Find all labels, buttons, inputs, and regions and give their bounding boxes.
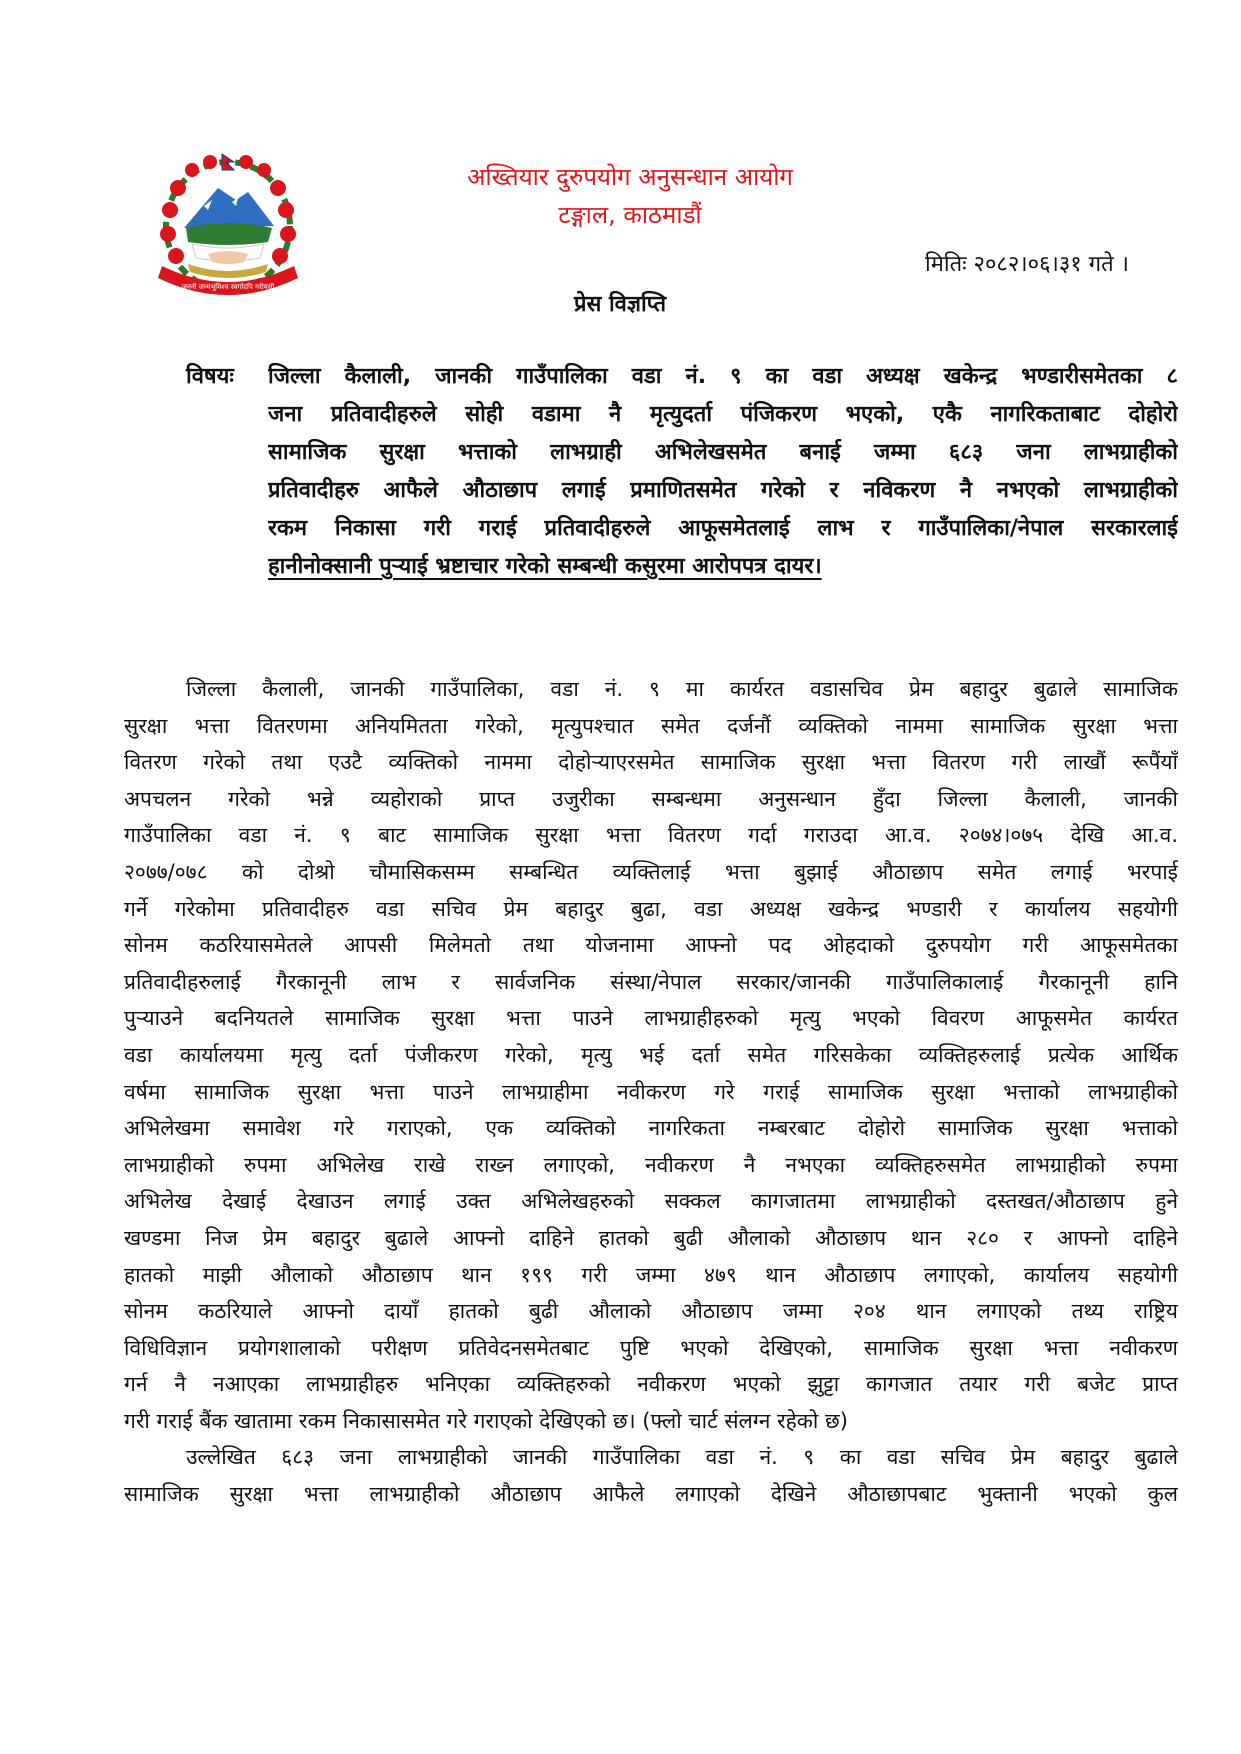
body-line: प्रतिवादीहरुलाई गैरकानूनी लाभ र सार्वजनिक संस्था/नेपाल सरकार/जानकी गाउँपालिकालाई गैरकानूनी हानि bbox=[124, 969, 1178, 994]
subject-line: प्रतिवादीहरु आफैले औठाछाप लगाई प्रमाणितसमेत गरेको र नविकरण नै नभएको लाभग्राहीको bbox=[268, 478, 1178, 503]
body-line: वितरण गरेको तथा एउटै व्यक्तिको नाममा दोहोऱ्याएरसमेत सामाजिक सुरक्षा भत्ता वितरण गरी लाखौं रूपैंयाँ bbox=[124, 750, 1178, 775]
body-line: खण्डमा निज प्रेम बहादुर बुढाले आफ्नो दाहिने हातको बुढी औलाको औठाछाप थान २८० र आफ्नो दाहिने bbox=[124, 1225, 1178, 1250]
body-text bbox=[124, 672, 1178, 1514]
body-line: सोनम कठरियाले आफ्नो दायाँ हातको बुढी औलाको औठाछाप जम्मा २०४ थान लगाएको तथ्य राष्ट्रिय bbox=[124, 1299, 1178, 1324]
body-line: वर्षमा सामाजिक सुरक्षा भत्ता पाउने लाभग्राहीमा नवीकरण गरे गराई सामाजिक सुरक्षा भत्ताको लाभग्राहीको bbox=[124, 1079, 1178, 1104]
subject-line: रकम निकासा गरी गराई प्रतिवादीहरुले आफूसमेतलाई लाभ र गाउँपालिका/नेपाल सरकारलाई bbox=[268, 516, 1178, 541]
body-line: २०७७/०७८ को दोश्रो चौमासिकसम्म सम्बन्धित व्यक्तिलाई भत्ता बुझाई औठाछाप समेत लगाई भरपाई bbox=[124, 859, 1178, 884]
body-line: उल्लेखित ६८३ जना लाभग्राहीको जानकी गाउँपालिका वडा नं. ९ का वडा सचिव प्रेम बहादुर बुढाले bbox=[186, 1445, 1178, 1470]
body-line: अपचलन गरेको भन्ने व्यहोराको प्राप्त उजुरीका सम्बन्धमा अनुसन्धान हुँदा जिल्ला कैलाली, जानकी bbox=[124, 786, 1178, 811]
body-line: गरी गराई बैंक खातामा रकम निकासासमेत गरे गराएको देखिएको छ। (फ्लो चार्ट संलग्न रहेको छ) bbox=[124, 1408, 848, 1433]
body-line: वडा कार्यालयमा मृत्यु दर्ता पंजीकरण गरेको, मृत्यु भई दर्ता समेत गरिसकेका व्यक्तिहरुलाई प्रत्येक आर्थिक bbox=[124, 1042, 1178, 1067]
subject-line-underlined: हानीनोक्सानी पुऱ्याई भ्रष्टाचार गरेको सम्बन्धी कसुरमा आरोपपत्र दायर। bbox=[268, 554, 822, 579]
body-line: गर्ने गरेकोमा प्रतिवादीहरु वडा सचिव प्रेम बहादुर बुढा, वडा अध्यक्ष खकेन्द्र भण्डारी र कार्यालय सहयोगी bbox=[124, 896, 1178, 921]
paragraph-1 bbox=[124, 672, 1178, 1440]
subject-block bbox=[268, 360, 1178, 588]
subject-line: जना प्रतिवादीहरुले सोही वडामा नै मृत्युदर्ता पंजिकरण भएको, एकै नागरिकताबाट दोहोरो bbox=[268, 402, 1178, 427]
body-line: पुऱ्याउने बदनियतले सामाजिक सुरक्षा भत्ता पाउने लाभग्राहीहरुको मृत्यु भएको विवरण आफूसमेत कार्यरत bbox=[124, 1006, 1178, 1031]
body-line: जिल्ला कैलाली, जानकी गाउँपालिका, वडा नं. ९ मा कार्यरत वडासचिव प्रेम बहादुर बुढाले सामाजिक bbox=[186, 677, 1178, 701]
body-line: हातको माझी औलाको औठाछाप थान १९९ गरी जम्मा ४७९ थान औठाछाप लगाएको, कार्यालय सहयोगी bbox=[124, 1262, 1178, 1287]
document-date: मितिः २०८२।०६।३१ गते । bbox=[925, 252, 1129, 277]
organization-name: अख्तियार दुरुपयोग अनुसन्धान आयोग bbox=[467, 163, 793, 191]
body-line: गाउँपालिका वडा नं. ९ बाट सामाजिक सुरक्षा भत्ता वितरण गर्दा गराउदा आ.व. २०७४।०७५ देखि आ.व. bbox=[124, 823, 1178, 848]
body-line: सामाजिक सुरक्षा भत्ता लाभग्राहीको औठाछाप आफैले लगाएको देखिने औठाछापबाट भुक्तानी भएको कुल bbox=[124, 1482, 1178, 1507]
body-line: गर्न नै नआएका लाभग्राहीहरु भनिएका व्यक्तिहरुको नवीकरण भएको झुट्टा कागजात तयार गरी बजेट प्राप्त bbox=[124, 1372, 1178, 1397]
subject-label: विषयः bbox=[186, 364, 234, 389]
nepal-emblem-logo bbox=[148, 148, 308, 308]
body-line: अभिलेखमा समावेश गरे गराएको, एक व्यक्तिको नागरिकता नम्बरबाट दोहोरो सामाजिक सुरक्षा भत्ताको bbox=[124, 1116, 1178, 1141]
body-line: विधिविज्ञान प्रयोगशालाको परीक्षण प्रतिवेदनसमेतबाट पुष्टि भएको देखिएको, सामाजिक सुरक्षा भत्ता नवीकरण bbox=[124, 1335, 1178, 1360]
organization-location: टङ्गाल, काठमाडौं bbox=[558, 201, 702, 229]
paragraph-2 bbox=[124, 1440, 1178, 1513]
body-line: अभिलेख देखाई देखाउन लगाई उक्त अभिलेखहरुको सक्कल कागजातमा लाभग्राहीको दस्तखत/औठाछाप हुने bbox=[124, 1189, 1178, 1214]
subject-line: जिल्ला कैलाली, जानकी गाउँपालिका वडा नं. ९ का वडा अध्यक्ष खकेन्द्र भण्डारीसमेतका ८ bbox=[268, 364, 1178, 389]
body-line: सुरक्षा भत्ता वितरणमा अनियमितता गरेको, मृत्युपश्चात समेत दर्जनौं व्यक्तिको नाममा सामाजिक सुरक्षा भत्ता bbox=[124, 713, 1178, 738]
body-line: सोनम कठरियासमेतले आपसी मिलेमतो तथा योजनामा आफ्नो पद ओहदाको दुरुपयोग गरी आफूसमेतका bbox=[124, 933, 1178, 958]
subject-line: सामाजिक सुरक्षा भत्ताको लाभग्राही अभिलेखसमेत बनाई जम्मा ६८३ जना लाभग्राहीको bbox=[268, 440, 1178, 465]
emblem-motto: जननी जन्मभूमिश्च स्वर्गादपि गरीयसी bbox=[181, 283, 275, 291]
body-line: लाभग्राहीको रुपमा अभिलेख राखे राख्न लगाएको, नवीकरण नै नभएका व्यक्तिहरुसमेत लाभग्राहीको रुपमा bbox=[124, 1152, 1178, 1177]
document-type-heading: प्रेस विज्ञप्ति bbox=[573, 292, 667, 317]
